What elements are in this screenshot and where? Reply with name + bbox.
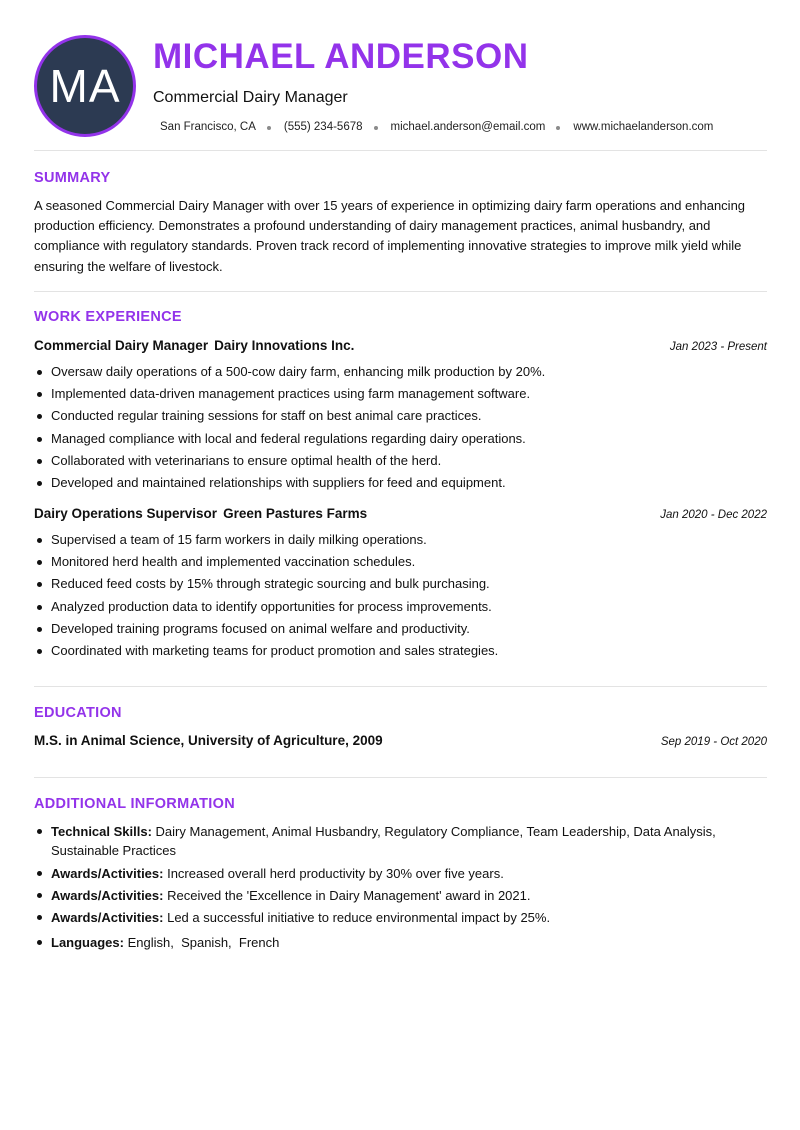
- contact-website[interactable]: www.michaelanderson.com: [573, 121, 714, 133]
- job-bullets: [34, 363, 767, 496]
- list-item: [34, 864, 767, 883]
- job-header: [34, 338, 767, 353]
- list-item: Analyzed production data to identify opportunities for process improvements.: [34, 598, 767, 616]
- list-item: Reduced feed costs by 15% through strategic sourcing and bulk purchasing.: [34, 575, 767, 593]
- separator-dot: [267, 126, 271, 130]
- list-item: Collaborated with veterinarians to ensure optimal health of the herd.: [34, 452, 767, 470]
- list-item: Developed training programs focused on animal welfare and productivity.: [34, 620, 767, 638]
- awards-label: Awards/Activities:: [51, 888, 164, 903]
- job-bullets: [34, 531, 767, 664]
- separator-dot: [374, 126, 378, 130]
- contact-bar: [160, 121, 713, 133]
- job-company: Dairy Innovations Inc.: [214, 338, 355, 353]
- languages-text: English, Spanish, French: [127, 935, 280, 950]
- list-item: Implemented data-driven management practices using farm management software.: [34, 385, 767, 403]
- education-entry: [34, 733, 767, 748]
- list-item: Oversaw daily operations of a 500-cow dairy farm, enhancing milk production by 20%.: [34, 363, 767, 381]
- separator-dot: [556, 126, 560, 130]
- list-item: [34, 886, 767, 905]
- job-role: Commercial Dairy Manager: [34, 338, 209, 353]
- skills-text: Dairy Management, Animal Husbandry, Regulatory Compliance, Team Leadership, Data Analysis, Sustainable Practices: [51, 824, 716, 858]
- skills-label: Technical Skills:: [51, 824, 152, 839]
- languages-label: Languages:: [51, 935, 124, 950]
- award-text: Led a successful initiative to reduce environmental impact by 25%.: [167, 910, 551, 925]
- avatar-initials: MA: [49, 60, 121, 112]
- list-item: [34, 822, 767, 860]
- additional-heading: ADDITIONAL INFORMATION: [34, 796, 235, 812]
- awards-label: Awards/Activities:: [51, 910, 164, 925]
- list-item: [34, 908, 767, 927]
- contact-email[interactable]: michael.anderson@email.com: [390, 121, 546, 133]
- list-item: Supervised a team of 15 farm workers in daily milking operations.: [34, 531, 767, 549]
- job-role: Dairy Operations Supervisor: [34, 506, 218, 521]
- list-item: Monitored herd health and implemented vaccination schedules.: [34, 553, 767, 571]
- job-dates: Jan 2020 - Dec 2022: [660, 509, 767, 521]
- contact-phone: (555) 234-5678: [283, 121, 363, 133]
- list-item: Conducted regular training sessions for staff on best animal care practices.: [34, 407, 767, 425]
- awards-label: Awards/Activities:: [51, 866, 164, 881]
- education-degree: M.S. in Animal Science, University of Agriculture, 2009: [34, 733, 383, 748]
- education-heading: EDUCATION: [34, 705, 122, 721]
- job-dates: Jan 2023 - Present: [669, 341, 767, 353]
- divider: [34, 777, 767, 778]
- candidate-name: MICHAEL ANDERSON: [153, 37, 529, 76]
- divider: [34, 150, 767, 151]
- list-item: [34, 933, 767, 952]
- divider: [34, 291, 767, 292]
- education-dates: Sep 2019 - Oct 2020: [660, 736, 767, 748]
- list-item: Coordinated with marketing teams for product promotion and sales strategies.: [34, 642, 767, 660]
- job-company: Green Pastures Farms: [223, 506, 368, 521]
- list-item: Managed compliance with local and federal regulations regarding dairy operations.: [34, 430, 767, 448]
- award-text: Received the 'Excellence in Dairy Management' award in 2021.: [167, 888, 531, 903]
- avatar: [34, 35, 136, 137]
- candidate-title: Commercial Dairy Manager: [153, 89, 348, 106]
- experience-heading: WORK EXPERIENCE: [34, 309, 182, 325]
- divider: [34, 686, 767, 687]
- summary-text: A seasoned Commercial Dairy Manager with over 15 years of experience in optimizing dairy farm operations and enhancing production efficiency. Demonstrates a profound understanding of dairy management practices, animal husbandry, and compliance with regulatory standards. Proven track record of implementing innovative strategies to improve milk yield while ensuring the welfare of livestock.: [34, 198, 746, 274]
- summary-heading: SUMMARY: [34, 170, 111, 186]
- contact-location: San Francisco, CA: [160, 121, 256, 133]
- list-item: Developed and maintained relationships with suppliers for feed and equipment.: [34, 474, 767, 492]
- job-header: [34, 506, 767, 521]
- additional-list: [34, 822, 767, 952]
- award-text: Increased overall herd productivity by 30% over five years.: [167, 866, 504, 881]
